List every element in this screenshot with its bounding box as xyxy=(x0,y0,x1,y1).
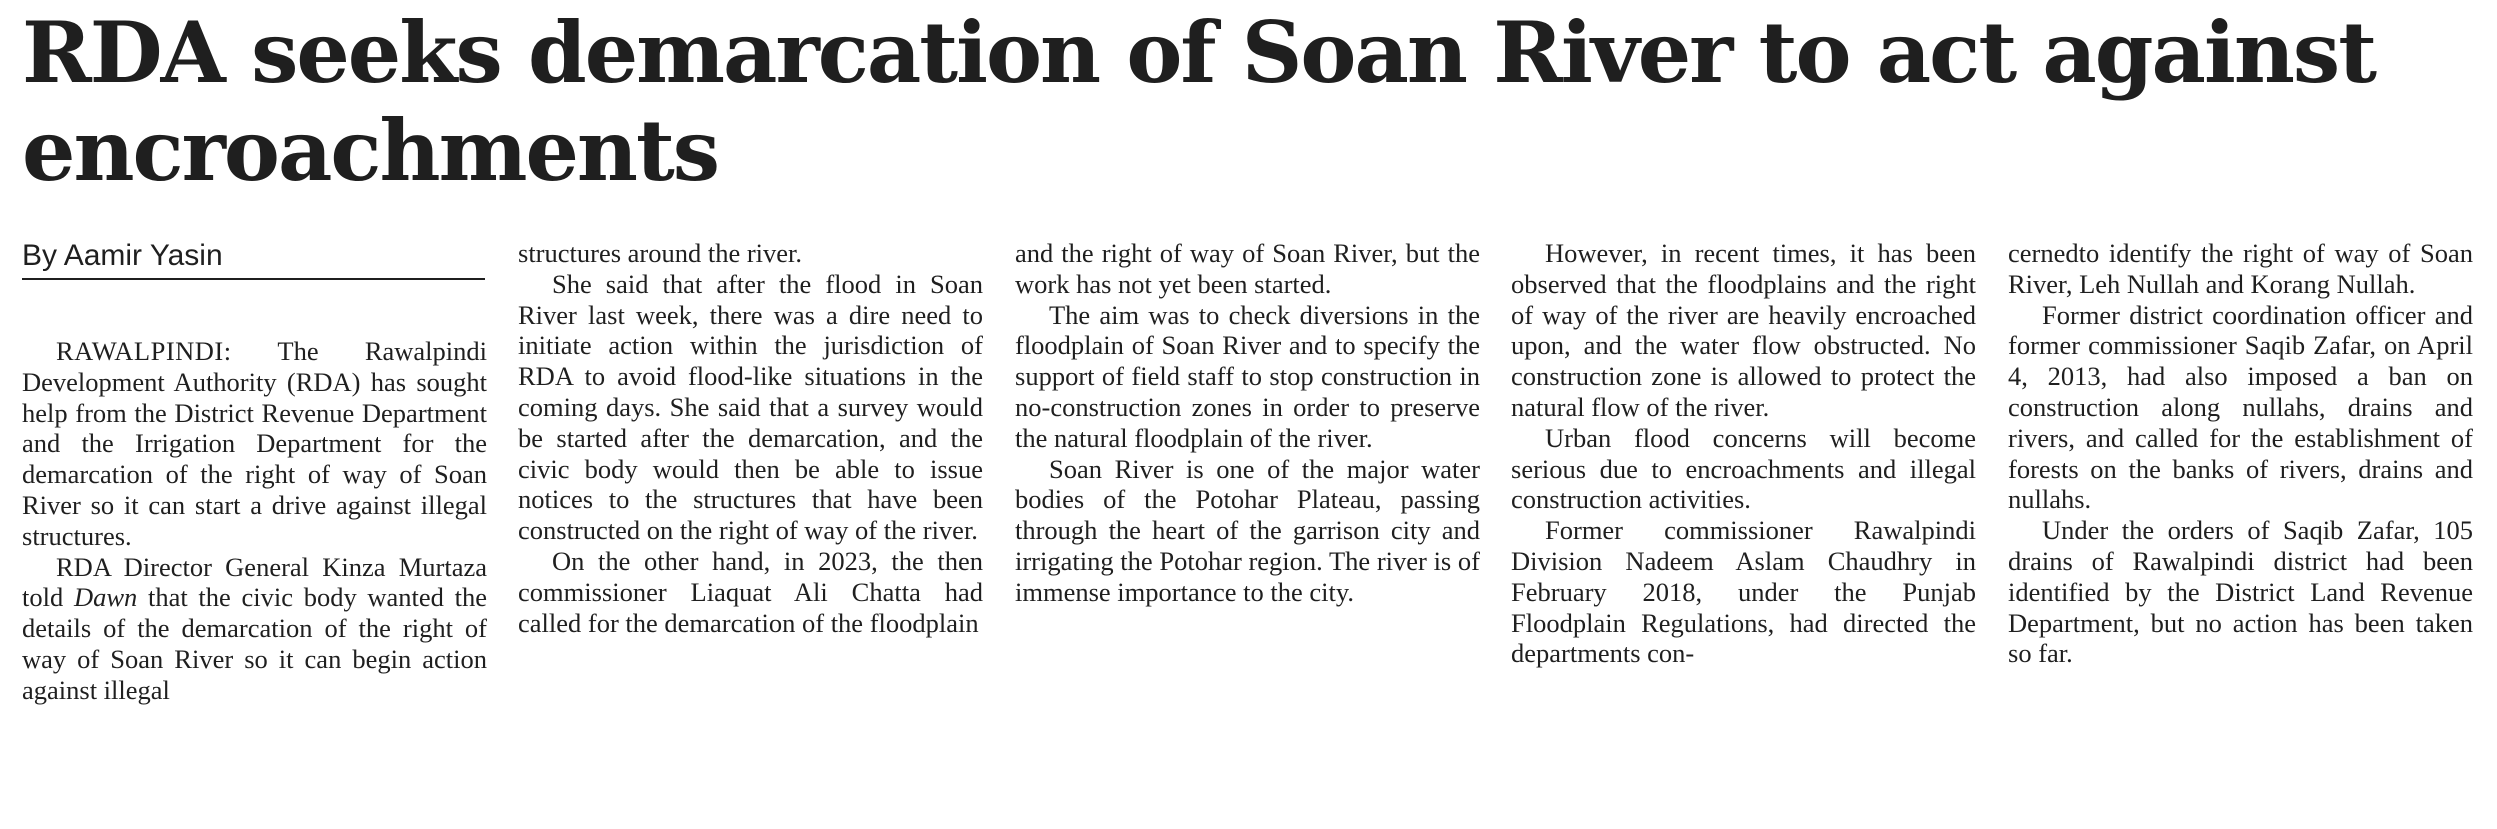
article-column-1 xyxy=(22,336,487,816)
paragraph-text: The Rawalpindi Development Authority (RDA) has sought help from the District Revenue Department and the Irrigation Department for the demarcation of the right of way of Soan River so it can start a drive against illegal structures. xyxy=(22,336,487,551)
article-byline: By Aamir Yasin xyxy=(22,236,485,280)
article-dateline: RAWALPINDI: xyxy=(56,336,232,366)
article-paragraph: The aim was to check diversions in the floodplain of Soan River and to specify the support of field staff to stop construction in no-construction zones in order to preserve the natural floodplain of the river. xyxy=(1015,299,1480,453)
article-paragraph: Urban flood concerns will become serious due to encroachments and illegal construction activities. xyxy=(1511,422,1976,515)
paragraph-text: RDA Director General Kinza Murtaza told xyxy=(22,551,487,613)
article-paragraph: On the other hand, in 2023, the then commissioner Liaquat Ali Chatta had called for the demarcation of the floodplain xyxy=(518,545,983,638)
article-paragraph: Former commissioner Rawalpindi Division Nadeem Aslam Chaudhry in February 2018, under the Punjab Floodplain Regulations, had directed the departments con- xyxy=(1511,515,1976,669)
article-column-5 xyxy=(2008,238,2473,823)
article-paragraph: and the right of way of Soan River, but the work has not yet been started. xyxy=(1015,238,1480,299)
article-paragraph xyxy=(22,552,487,706)
article-paragraph xyxy=(22,336,487,552)
publication-name: Dawn xyxy=(73,582,138,613)
article-paragraph: She said that after the flood in Soan River last week, there was a dire need to initiate action within the jurisdiction of RDA to avoid flood-like situations in the coming days. She said that a survey would be started after the demarcation, and the civic body would then be able to issue notices to the structures that have been constructed on the right of way of the river. xyxy=(518,268,983,546)
article-paragraph: cernedto identify the right of way of Soan River, Leh Nullah and Korang Nullah. xyxy=(2008,238,2473,299)
article-paragraph: Soan River is one of the major water bodies of the Potohar Plateau, passing through the heart of the garrison city and irrigating the Potohar region. The river is of immense importance to the city. xyxy=(1015,453,1480,607)
article-headline: RDA seeks demarcation of Soan River to act against encroachments xyxy=(22,3,2376,200)
article-paragraph: Former district coordination officer and former commissioner Saqib Zafar, on April 4, 2013, had also imposed a ban on construction along nullahs, drains and rivers, and called for the establishment of forests on the banks of rivers, drains and nullahs. xyxy=(2008,299,2473,515)
article-paragraph: Under the orders of Saqib Zafar, 105 drains of Rawalpindi district had been identified by the District Land Revenue Department, but no action has been taken so far. xyxy=(2008,515,2473,669)
paragraph-text: that the civic body wanted the details of the demarcation of the right of way of Soan River so it can begin action against illegal xyxy=(22,582,487,705)
article-column-4 xyxy=(1511,238,1976,823)
article-column-2 xyxy=(518,238,983,823)
article-paragraph: structures around the river. xyxy=(518,238,803,268)
article-column-3 xyxy=(1015,238,1480,823)
article-paragraph: However, in recent times, it has been observed that the floodplains and the right of way of the river are heavily encroached upon, and the water flow obstructed. No construction zone is allowed to protect the natural flow of the river. xyxy=(1511,238,1976,422)
